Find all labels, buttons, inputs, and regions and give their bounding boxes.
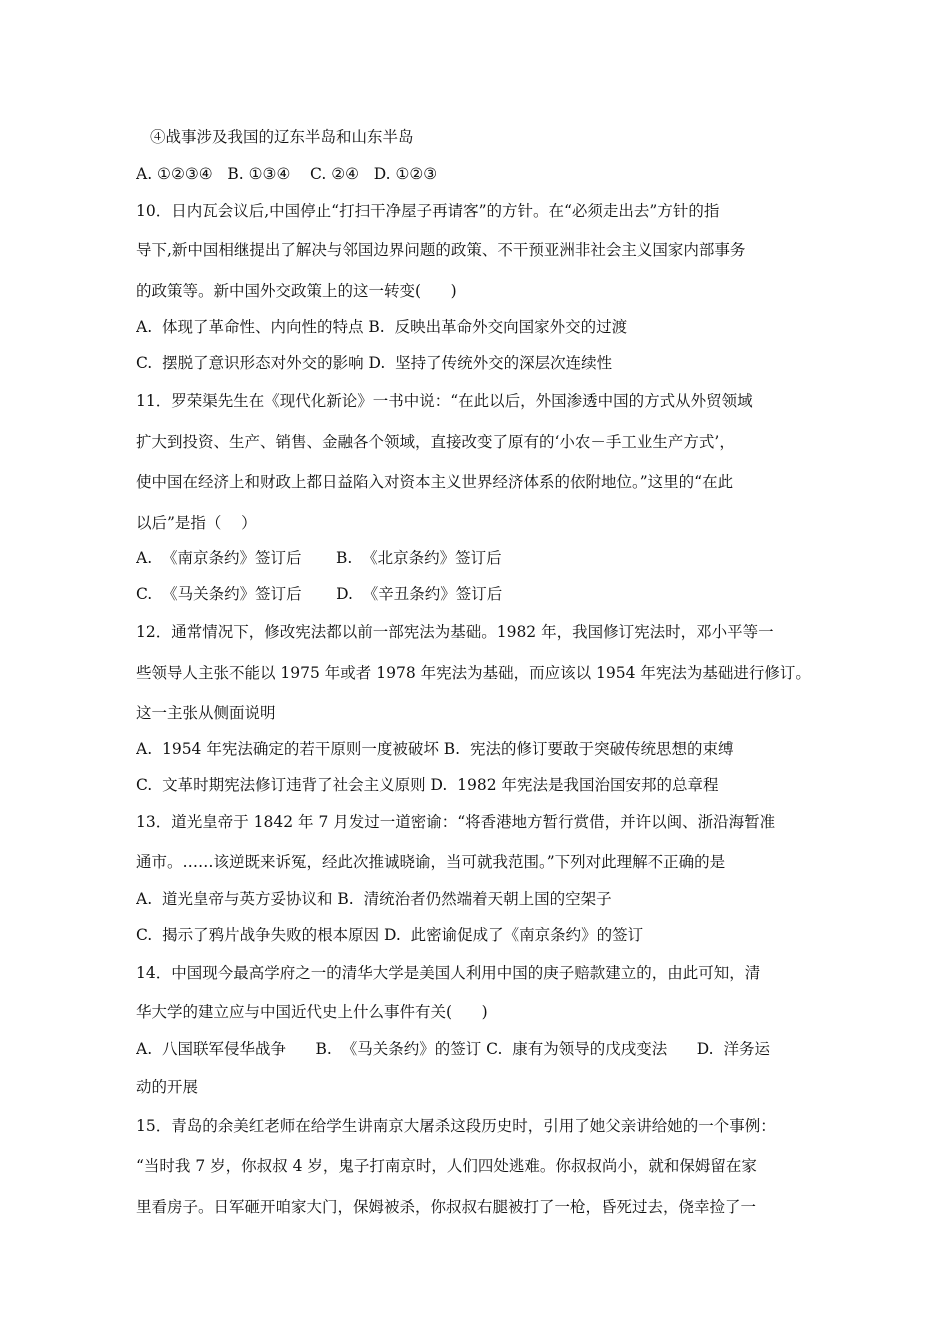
q10-options-cd: C. 摆脱了意识形态对外交的影响 D. 坚持了传统外交的深层次连续性	[136, 354, 613, 372]
q10-stem-line-2: 导下,新中国相继提出了解决与邻国边界问题的政策、不干预亚洲非社会主义国家内部事务	[136, 241, 746, 259]
q13-stem-line-1: 13．道光皇帝于 1842 年 7 月发过一道密谕：“将香港地方暂行赏借，并许以闽、浙沿海暂准	[136, 813, 776, 831]
q11-stem-line-3: 使中国在经济上和财政上都日益陷入对资本主义世界经济体系的依附地位。”这里的“在此	[136, 473, 734, 491]
q15-stem-line-1: 15．青岛的余美红老师在给学生讲南京大屠杀这段历史时，引用了她父亲讲给她的一个事例：	[136, 1117, 776, 1135]
q12-options-cd: C. 文革时期宪法修订违背了社会主义原则 D. 1982 年宪法是我国治国安邦的总章程	[136, 776, 719, 794]
q12-options-ab: A. 1954 年宪法确定的若干原则一度被破坏 B. 宪法的修订要敢于突破传统思想的束缚	[136, 740, 734, 758]
q13-options-ab: A. 道光皇帝与英方妥协议和 B. 清统治者仍然端着天朝上国的空架子	[136, 890, 612, 908]
q12-stem-line-1: 12．通常情况下，修改宪法都以前一部宪法为基础。1982 年，我国修订宪法时，邓小平等一	[136, 623, 774, 641]
q13-stem-line-2: 通市。……该逆既来诉冤，经此次推诚晓谕，当可就我范围。”下列对此理解不正确的是	[136, 853, 726, 871]
q12-stem-line-2: 些领导人主张不能以 1975 年或者 1978 年宪法为基础，而应该以 1954 年宪法为基础进行修订。	[136, 664, 811, 682]
option-line-4: ④战事涉及我国的辽东半岛和山东半岛	[150, 128, 414, 146]
q14-stem-line-1: 14．中国现今最高学府之一的清华大学是美国人利用中国的庚子赔款建立的，由此可知，清	[136, 964, 761, 982]
q11-options-ab: A. 《南京条约》签订后 B. 《北京条约》签订后	[136, 549, 502, 567]
q11-stem-line-2: 扩大到投资、生产、销售、金融各个领域，直接改变了原有的‘小农－手工业生产方式’，	[136, 433, 735, 451]
q9-answer-options: A. ①②③④ B. ①③④ C. ②④ D. ①②③	[136, 165, 438, 183]
q15-stem-line-3: 里看房子。日军砸开咱家大门，保姆被杀，你叔叔右腿被打了一枪，昏死过去，侥幸捡了一	[136, 1198, 757, 1216]
q10-stem-line-1: 10．日内瓦会议后,中国停止“打扫干净屋子再请客”的方针。在“必须走出去”方针的指	[136, 202, 720, 220]
q10-options-ab: A. 体现了革命性、内向性的特点 B. 反映出革命外交向国家外交的过渡	[136, 318, 628, 336]
q11-stem-line-4: 以后”是指（ ）	[136, 514, 257, 532]
q11-options-cd: C. 《马关条约》签订后 D. 《辛丑条约》签订后	[136, 585, 503, 603]
q15-stem-line-2: “当时我 7 岁，你叔叔 4 岁，鬼子打南京时，人们四处逃难。你叔叔尚小，就和保姆留在家	[136, 1157, 757, 1175]
q11-stem-line-1: 11．罗荣渠先生在《现代化新论》一书中说：“在此以后，外国渗透中国的方式从外贸领域	[136, 392, 753, 410]
q12-stem-line-3: 这一主张从侧面说明	[136, 704, 276, 722]
q14-stem-line-2: 华大学的建立应与中国近代史上什么事件有关( )	[136, 1003, 488, 1021]
q13-options-cd: C. 揭示了鸦片战争失败的根本原因 D. 此密谕促成了《南京条约》的签订	[136, 926, 644, 944]
q14-options-wrap: 动的开展	[136, 1078, 199, 1096]
q10-stem-line-3: 的政策等。新中国外交政策上的这一转变( )	[136, 282, 457, 300]
q14-options: A. 八国联军侵华战争 B. 《马关条约》的签订 C. 康有为领导的戊戌变法 D. 洋务运	[136, 1040, 770, 1058]
